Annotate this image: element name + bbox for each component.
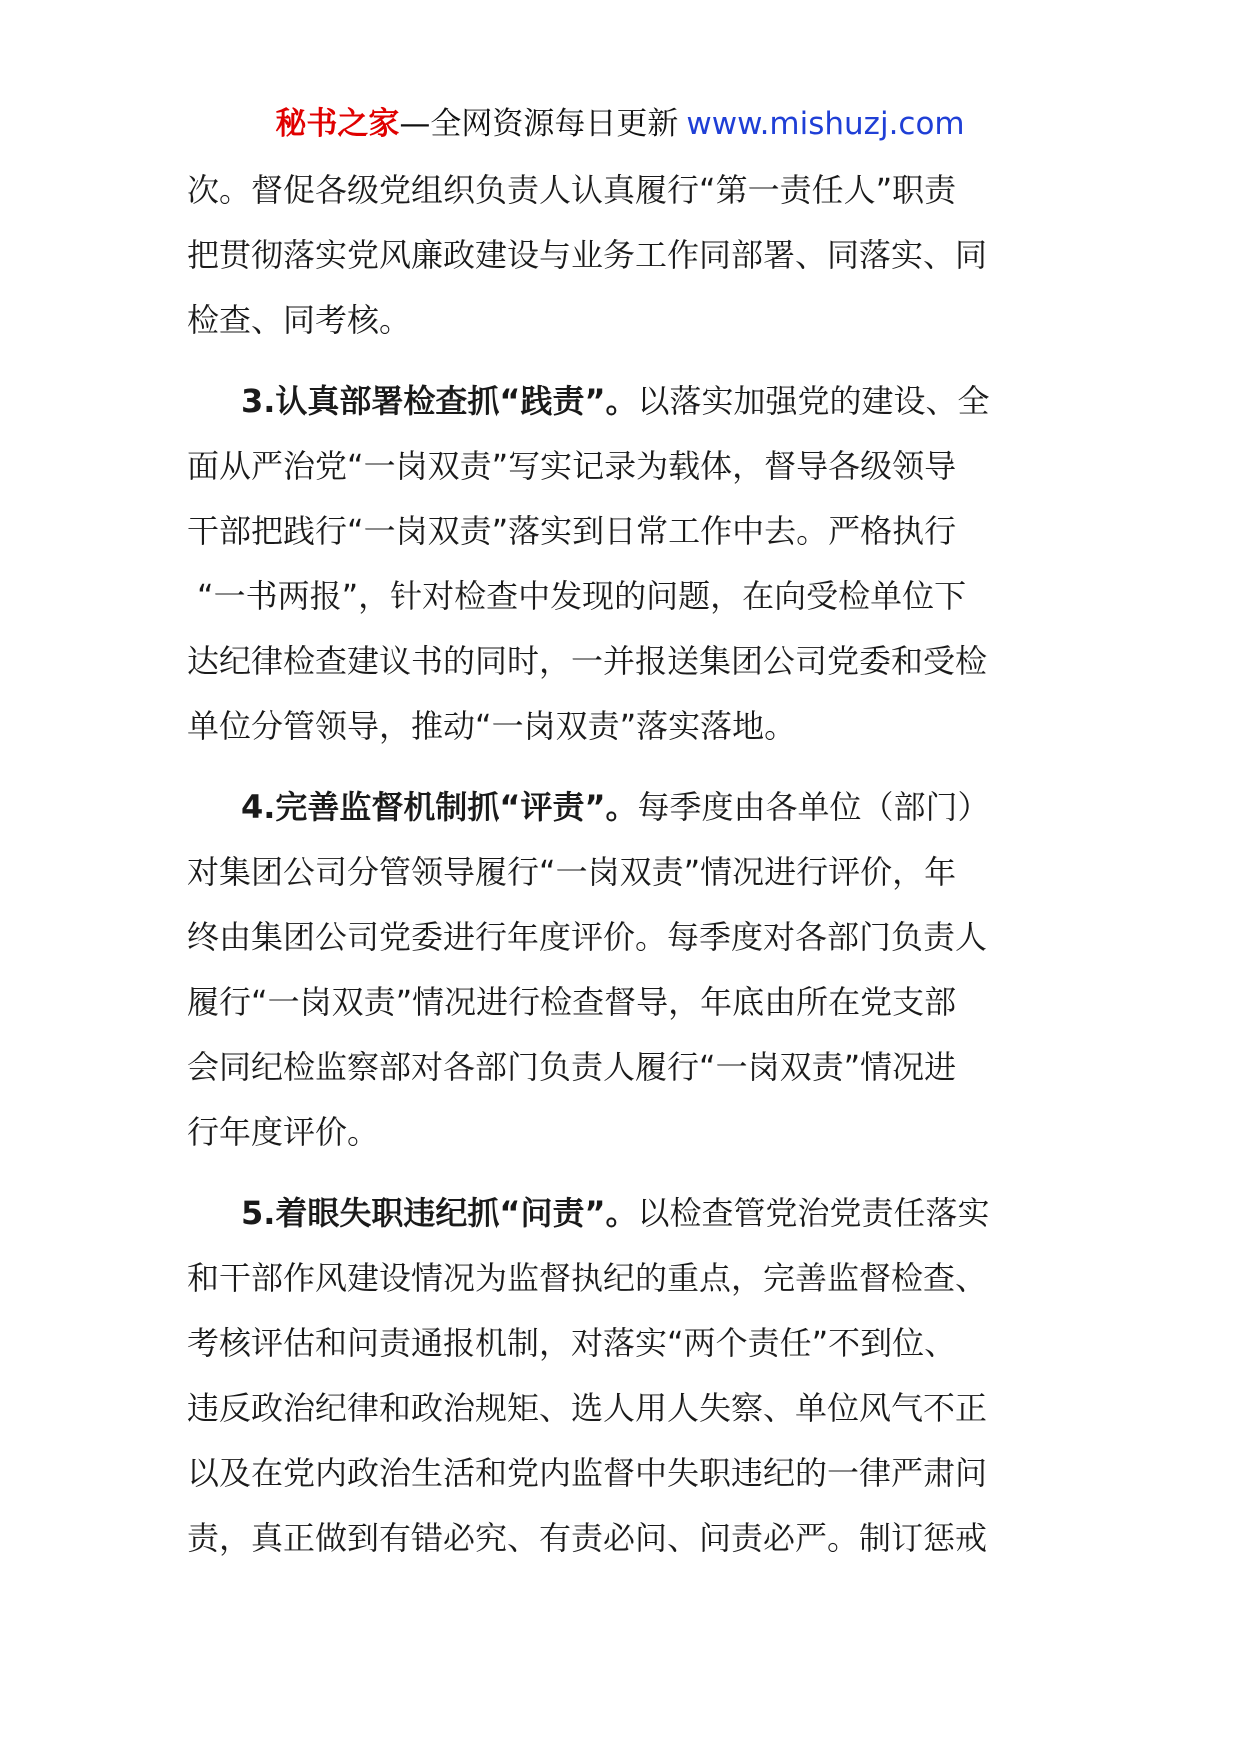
- paragraph-first-line: [187, 775, 1057, 840]
- header-slogan: 全网资源每日更新: [430, 106, 679, 142]
- paragraph-line: 把贯彻落实党风廉政建设与业务工作同部署、同落实、同: [187, 236, 988, 274]
- paragraph-line: 行年度评价。: [187, 1113, 380, 1151]
- section-heading: 5.着眼失职违纪抓“问责”。: [241, 1194, 638, 1232]
- paragraph-line: 履行“一岗双责”情况进行检查督导，年底由所在党支部: [187, 983, 957, 1021]
- header-url[interactable]: www.mishuzj.com: [686, 106, 965, 142]
- paragraph: [187, 775, 1057, 1165]
- paragraph-line: 次。督促各级党组织负责人认真履行“第一责任人”职责: [187, 171, 957, 209]
- paragraph-line: 面从严治党“一岗双责”写实记录为载体，督导各级领导: [187, 447, 957, 485]
- paragraph-first-line: [187, 369, 1057, 434]
- paragraph: [187, 1181, 1057, 1571]
- document-body: [187, 158, 1057, 1587]
- paragraph-line: 考核评估和问责通报机制，对落实“两个责任”不到位、: [187, 1324, 957, 1362]
- paragraph-line: 以及在党内政治生活和党内监督中失职违纪的一律严肃问: [187, 1454, 988, 1492]
- paragraph-first-line: [187, 1181, 1057, 1246]
- paragraph-line: “一书两报”，针对检查中发现的问题，在向受检单位下: [197, 577, 967, 615]
- paragraph-line: 干部把践行“一岗双责”落实到日常工作中去。严格执行: [187, 512, 957, 550]
- paragraph-line: 单位分管领导，推动“一岗双责”落实落地。: [187, 707, 797, 745]
- section-heading: 3.认真部署检查抓“践责”。: [241, 382, 638, 420]
- paragraph-line: 会同纪检监察部对各部门负责人履行“一岗双责”情况进: [187, 1048, 957, 1086]
- section-heading: 4.完善监督机制抓“评责”。: [241, 788, 638, 826]
- paragraph: [187, 158, 1057, 353]
- paragraph: [187, 369, 1057, 759]
- paragraph-line: 终由集团公司党委进行年度评价。每季度对各部门负责人: [187, 918, 988, 956]
- page-header: [0, 102, 1240, 146]
- heading-rest: 以检查管党治党责任落实: [637, 1194, 990, 1232]
- header-dash: —: [399, 106, 431, 142]
- paragraph-line: 违反政治纪律和政治规矩、选人用人失察、单位风气不正: [187, 1389, 988, 1427]
- paragraph-line: 检查、同考核。: [187, 301, 412, 339]
- paragraph-line: 责，真正做到有错必究、有责必问、问责必严。制订惩戒: [187, 1519, 988, 1557]
- paragraph-line: 和干部作风建设情况为监督执纪的重点，完善监督检查、: [187, 1259, 988, 1297]
- paragraph-line: 达纪律检查建议书的同时，一并报送集团公司党委和受检: [187, 642, 988, 680]
- heading-rest: 以落实加强党的建设、全: [637, 382, 990, 420]
- paragraph-line: 对集团公司分管领导履行“一岗双责”情况进行评价，年: [187, 853, 957, 891]
- heading-rest: 每季度由各单位（部门）: [637, 788, 990, 826]
- brand-name: 秘书之家: [275, 106, 400, 142]
